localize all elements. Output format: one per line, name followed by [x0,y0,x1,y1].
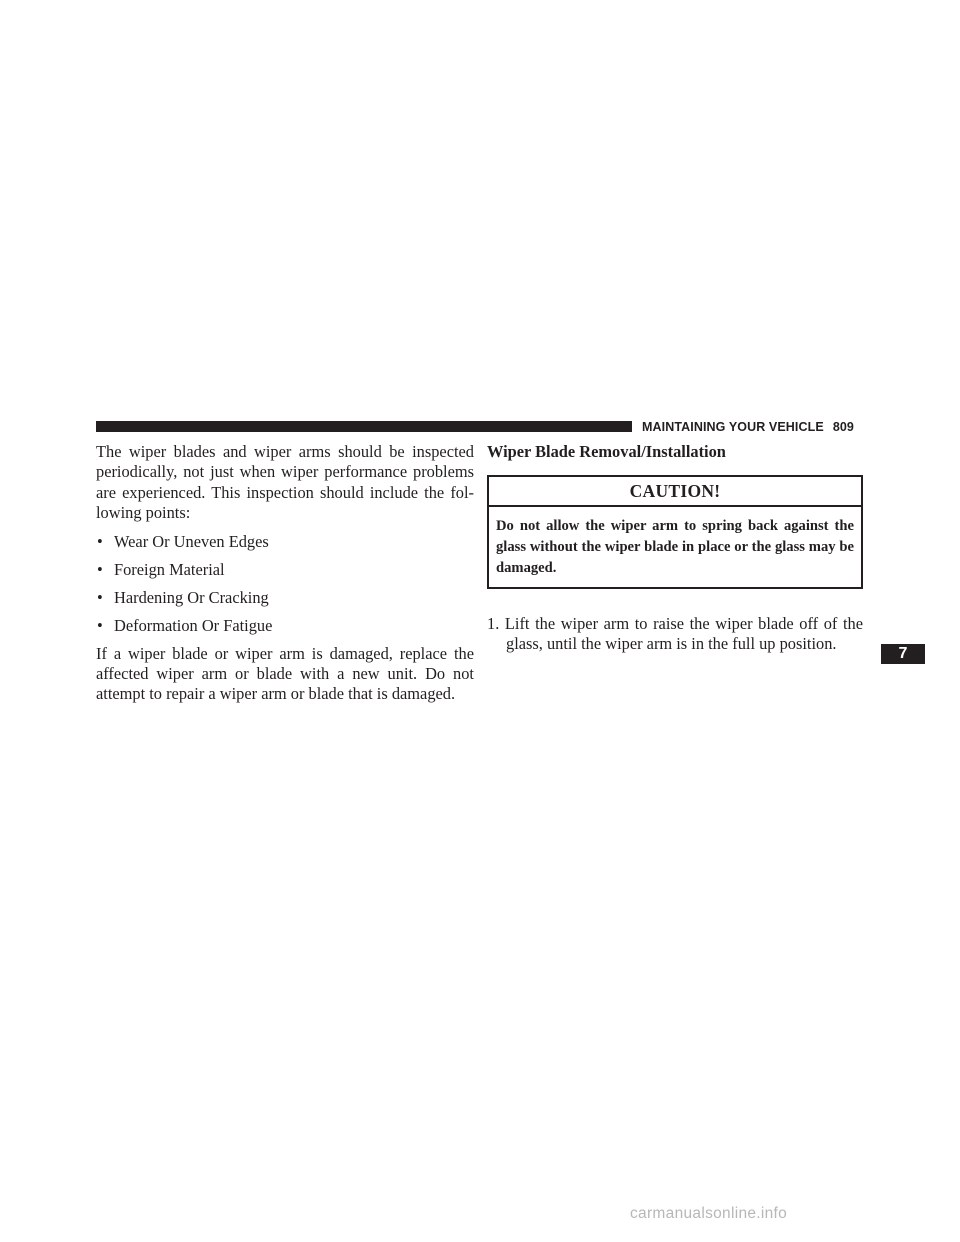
watermark: carmanualsonline.info [630,1205,788,1222]
header-rule [96,421,632,432]
caution-box [487,475,863,588]
list-item-text: Wear Or Uneven Edges [114,531,269,551]
section-title: MAINTAINING YOUR VEHICLE [642,420,824,434]
bullet-icon: • [97,531,103,551]
bullet-icon: • [97,559,103,579]
right-column [487,442,863,655]
list-item [96,532,474,552]
chapter-tab: 7 [881,644,925,664]
list-item-text: Hardening Or Cracking [114,587,269,607]
step-item [487,614,863,655]
list-item [96,616,474,636]
page-number: 809 [832,420,854,434]
bullet-icon: • [97,615,103,635]
step-text: Lift the wiper arm to raise the wiper blade off of the glass, until the wiper arm is in the full up position. [504,613,863,654]
list-item [96,560,474,580]
caution-text: Do not allow the wiper arm to spring back against the glass without the wiper blade in place or the glass may be damaged. [496,517,854,576]
list-item [96,588,474,608]
list-item-text: Deformation Or Fatigue [114,615,273,635]
left-column [96,442,474,705]
running-header [642,419,854,435]
list-item-text: Foreign Material [114,559,225,579]
bullet-icon: • [97,587,103,607]
inspection-points-list [96,532,474,636]
section-heading: Wiper Blade Removal/Installation [487,442,726,461]
closing-paragraph: If a wiper blade or wiper arm is damaged, replace the affected wiper arm or blade with a new unit. Do not attempt to repair a wiper arm or blade that is damaged. [96,643,474,704]
step-number: 1. [487,613,500,633]
caution-title: CAUTION! [489,477,861,506]
intro-paragraph: The wiper blades and wiper arms should be inspected periodically, not just when wiper performance problems are experienced. This inspection should include the fol-lowing points: [96,442,474,523]
